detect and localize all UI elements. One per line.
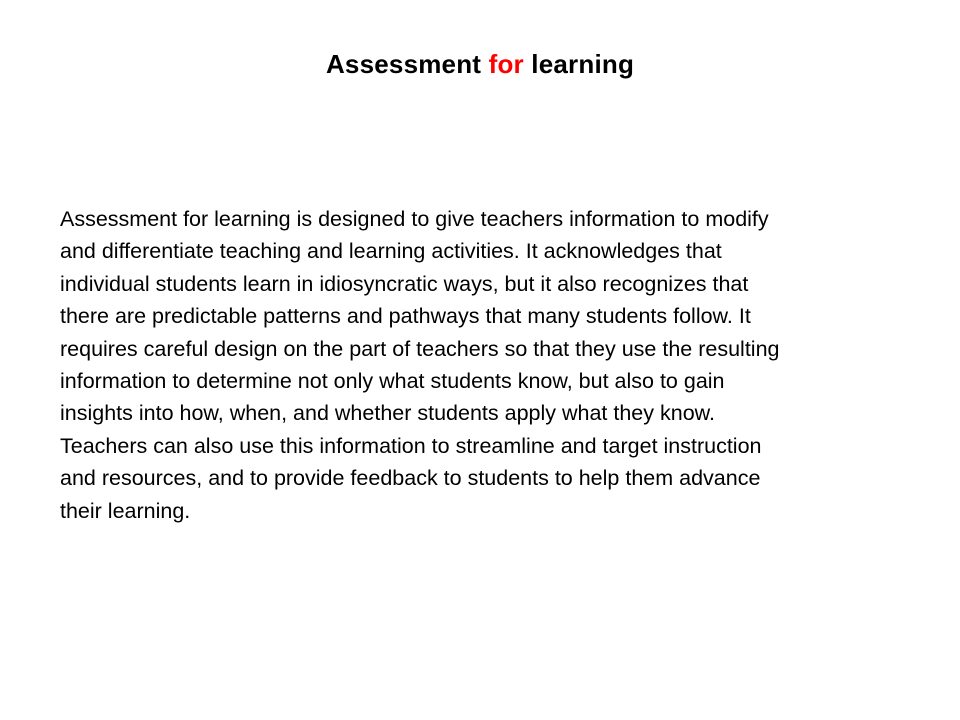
body-line: and differentiate teaching and learning activities. It acknowledges that: [60, 239, 722, 264]
title-word-assessment: Assessment: [325, 49, 482, 79]
body-line: information to determine not only what students know, but also to gain: [60, 369, 725, 394]
body-line: there are predictable patterns and pathways that many students follow. It: [60, 304, 751, 329]
body-line: their learning.: [60, 498, 191, 523]
body-line: Teachers can also use this information to streamline and target instruction: [60, 433, 762, 458]
body-paragraph: [60, 203, 890, 527]
title-word-for: for: [488, 49, 524, 79]
body-line: requires careful design on the part of teachers so that they use the resulting: [60, 336, 780, 361]
body-line: individual students learn in idiosyncratic ways, but it also recognizes that: [60, 271, 749, 296]
title-word-learning: learning: [531, 49, 635, 79]
body-line: Assessment for learning is designed to give teachers information to modify: [60, 207, 769, 231]
body-line: insights into how, when, and whether students apply what they know.: [60, 401, 715, 426]
slide-title: [0, 44, 960, 84]
body-line: and resources, and to provide feedback to students to help them advance: [60, 466, 761, 491]
